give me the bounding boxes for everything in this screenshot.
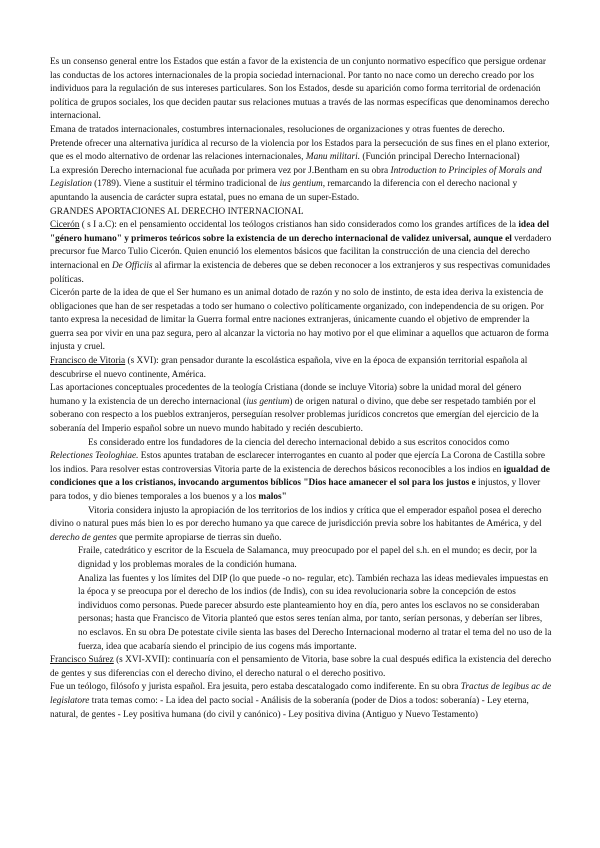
ius-gentium-term: ius gentium: [279, 179, 323, 190]
founders-paragraph: [50, 437, 552, 505]
contributions-paragraph: [50, 382, 552, 436]
friar-paragraph: [78, 545, 552, 572]
tractus-title: Tractus de legibus ac de legislatore: [50, 682, 552, 706]
ciceron-highlight: idea del "género humano" y primeros teóricos sobre la existencia de un derecho internacional de validez universal, aunque el: [50, 220, 550, 244]
ciceron-idea-text: Cicerón parte de la idea de que el Ser humano es un animal dotado de razón y no solo de instinto, de esta idea deriva la existencia de obligaciones que han de ser respetadas a todo ser humano o colectivo políticamente organizado, con independencia de su origen. Por tanto expresa la necesidad de limitar la Guerra formal entre naciones extranjeras, únicamente cuando el objetivo de emprender la guerra sea por vivir en una paz segura, pero al alcanzar la victoria no hay motivo por el que eliminar a aquellos que actuaron de forma injusta y cruel.: [50, 288, 549, 353]
de-officiis-title: De Officiis: [111, 260, 153, 271]
bentham-text-2: (1789). Viene a sustituir el término tradicional de: [91, 179, 280, 190]
founders-highlight: igualdad de condiciones que a los cristianos, invocando argumentos bíblicos "Dios hace amanecer el sol para los justos e: [50, 464, 550, 489]
founders-text-3: injustos, y llover para todos, y dio bienes temporales a los buenos y a los: [50, 478, 541, 502]
intro-paragraph: [50, 56, 552, 124]
injustice-text-1: Vitoria considera injusto la apropiación de los territorios de los indios y crítica que el emperador español posea el derecho divino o natural pues más bien lo es por derecho humano ya que carece de jurisdicción previa sobre los habitantes de América, y del: [50, 505, 542, 530]
ius-gentium-term-2: ius gentium: [246, 396, 290, 407]
sources-paragraph: [50, 124, 552, 138]
injustice-paragraph: [50, 505, 552, 546]
intro-text: Es un consenso general entre los Estados que están a favor de la existencia de un conjunto normativo específico que persigue ordenar las conductas de los actores internacionales de la propia sociedad internacional. Por tanto no nace como un derecho creado por los individuos para la regulación de sus intereses particulares. Son los Estados, desde su aparición como forma territorial de ordenación política de grupos sociales, los que deciden pautar sus relaciones mutuas a través de las normas específicas que denominamos derecho internacional.: [50, 57, 550, 122]
suarez-bio-text-2: trata temas como: - La idea del pacto social - Análisis de la soberanía (poder de Dios a todos: soberanía) - Ley eterna, natural, de gentes - Ley positiva humana (do civil y canónico) - Ley positiva divina (Antiguo y Nuevo Testamento): [50, 695, 529, 720]
manu-militari-term: Manu militari.: [305, 152, 361, 163]
bentham-text-3: , remarcando la diferencia con el derecho nacional y apuntando la ausencia de carácter supra estatal, pues no emana de un super-Estado.: [50, 179, 518, 203]
section-heading: [50, 206, 552, 220]
bentham-text-1: La expresión Derecho internacional fue acuñada por primera vez por J.Bentham en su obra: [50, 165, 391, 176]
friar-text: Fraile, catedrático y escritor de la Escuela de Salamanca, muy preocupado por el papel del s.h. en el mundo; es decir, por la dignidad y los problemas morales de la condición humana.: [78, 546, 537, 570]
purpose-text: Pretende ofrecer una alternativa jurídica al recurso de la violencia por los Estados para la persecución de sus fines en el plano exterior, que es el modo alternativo de ordenar las relaciones internacionales,: [50, 138, 550, 163]
suarez-bio-text-1: Fue un teólogo, filósofo y jurista español. Era jesuita, pero estaba descatalogado como indiferente. En su obra: [50, 682, 461, 693]
analysis-text: Analiza las fuentes y los límites del DIP (lo que puede -o no- regular, etc). También rechaza las ideas medievales impuestas en la época y se preocupa por el derecho de los indios (de Indis), con su idea revolucionaria sobre la concepción de estos individuos como personas. Puede parecer absurdo este planteamiento hoy en día, pero antes los esclavos no se consideraban personas; hasta que Francisco de Vitoria planteó que estos seres tenían alma, por tanto, serían personas, y deberían ser libres, no esclavos. En su obra De potestate civile sienta las bases del Derecho Internacional moderno al tratar el tema del no uso de la fuerza, idea que acabaría siendo el principio de ius cogens más importante.: [78, 573, 552, 652]
suarez-paragraph: [50, 654, 552, 681]
ciceron-text-3: al afirmar la existencia de deberes que se deben reconocer a los extranjeros y sus respectivas comunidades políticas.: [50, 260, 551, 285]
bentham-paragraph: [50, 165, 552, 206]
ciceron-idea-paragraph: [50, 287, 552, 355]
suarez-bio-paragraph: [50, 681, 552, 722]
vitoria-paragraph: [50, 355, 552, 382]
derecho-de-gentes-term: derecho de gentes: [50, 532, 117, 543]
section-heading-text: GRANDES APORTACIONES AL DERECHO INTERNACIONAL: [50, 206, 304, 217]
analysis-paragraph: [78, 573, 552, 655]
purpose-paragraph: [50, 138, 552, 165]
contributions-text-2: ) de origen natural o divino, que debe ser respetado también por el soberano con respecto a los pueblos extranjeros, perseguían resolver problemas jurídicos concretos que emergían del ejercicio de la soberanía del Imperio español sobre un nuevo mundo habitado y recién descubierto.: [50, 396, 539, 435]
ciceron-name: Cicerón: [50, 220, 80, 231]
relectiones-title: Relectiones Teologhiae.: [50, 451, 139, 462]
founders-highlight-end: malos": [258, 492, 287, 502]
ciceron-text-2: verdadero precursor fue Marco Tulio Cicerón. Quien enunció los elementos básicos que facilitan la construcción de una ciencia del derecho internacional en: [50, 233, 552, 271]
vitoria-name: Francisco de Vitoria: [50, 356, 126, 367]
founders-text-1: Es considerado entre los fundadores de la ciencia del derecho internacional debido a sus escritos conocidos como: [88, 437, 510, 448]
bentham-work-title: Introduction to Principles of Morals and Legislation: [50, 165, 542, 190]
sources-text: Emana de tratados internacionales, costumbres internacionales, resoluciones de organizaciones y otras fuentes de derecho.: [50, 124, 505, 135]
suarez-name: Francisco Suárez: [50, 655, 114, 666]
suarez-text-1: (s XVI-XVII): continuaría con el pensamiento de Vitoria, base sobre la cual después edifica la existencia del derecho de gentes y sus diferencias con el derecho divino, el derecho natural o el derecho positivo.: [50, 655, 552, 679]
purpose-note: (Función principal Derecho Internacional): [360, 152, 520, 163]
injustice-text-2: que permite apropiarse de tierras sin dueño.: [116, 532, 282, 543]
ciceron-text-1: ( s I a.C): en el pensamiento occidental los teólogos cristianos han sido considerados como los grandes artífices de la: [79, 220, 519, 231]
founders-text-2: Estos apuntes trataban de esclarecer interrogantes en cuanto al poder que ejercía La Corona de Castilla sobre los indios. Para resolver estas controversias Vitoria parte de la existencia de derechos básicos reconocibles a los indios en: [50, 451, 546, 475]
ciceron-paragraph: [50, 219, 552, 287]
vitoria-notes-block: [78, 545, 552, 654]
contributions-text-1: Las aportaciones conceptuales procedentes de la teología Cristiana (donde se incluye Vitoria) sobre la unidad moral del género humano y la existencia de un derecho internacional (: [50, 383, 522, 407]
vitoria-text-1: (s XVI): gran pensador durante la escolástica española, vive en la época de expansión territorial española al descubrirse el nuevo continente, América.: [50, 356, 528, 380]
